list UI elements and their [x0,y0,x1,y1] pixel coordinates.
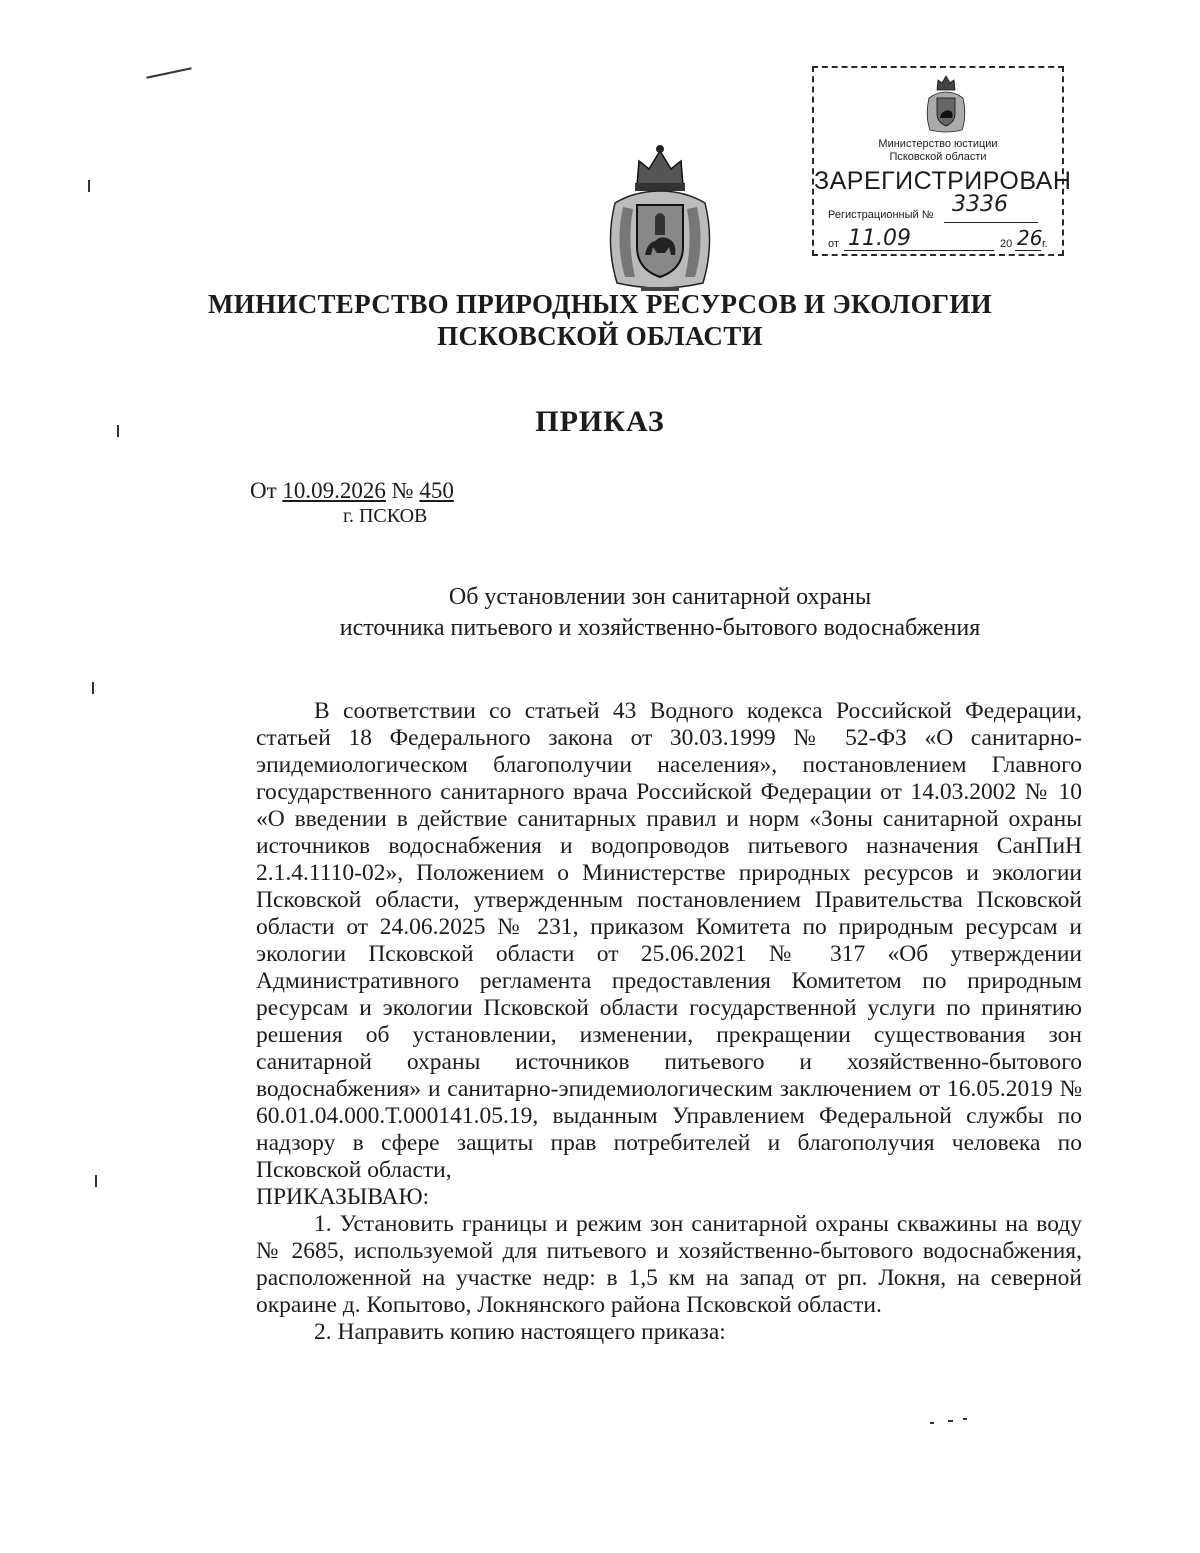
order-date: 10.09.2026 [282,478,386,503]
stamp-emblem-icon [921,74,971,134]
scan-mark [92,682,94,694]
stamp-reg-row [828,209,934,221]
document-type-title: ПРИКАЗ [535,405,665,438]
subject-line-2: источника питьевого и хозяйственно-бытового водоснабжения [339,615,981,641]
order-subject [0,582,1200,644]
city-name: г. ПСКОВ [343,505,428,527]
stamp-reg-underline [944,222,1038,223]
stamp-date-value: 11.09 [848,226,911,251]
registration-stamp [812,66,1072,256]
scan-mark [948,1420,953,1422]
stamp-date-prefix: от [828,238,839,250]
stamp-year-underline [1015,250,1041,251]
stamp-year-suffix: г. [1042,238,1048,250]
order-date-line [250,478,454,504]
scan-mark [146,67,191,79]
scan-mark [88,180,90,192]
stamp-year-value: 26 [1017,226,1043,250]
stamp-registered-label: ЗАРЕГИСТРИРОВАН [814,167,1072,195]
stamp-date-row [828,238,839,250]
scan-mark [95,1175,97,1187]
number-sign: № [391,478,414,503]
ministry-line-1: МИНИСТЕРСТВО ПРИРОДНЫХ РЕСУРСОВ И ЭКОЛОГИИ [208,289,992,319]
order-item-1: 1. Установить границы и режим зон санитарной охраны скважины на воду № 2685, используемой для питьевого и хозяйственно-бытового водоснабжения, расположенной на участке недр: в 1,5 км на запад от рп. Локня, на северной окраине д. Копытово, Локнянского района Псковской области. [256,1211,1082,1318]
ministry-line-2: ПСКОВСКОЙ ОБЛАСТИ [437,321,763,351]
coat-of-arms-emblem [595,143,725,295]
stamp-region-line: Псковской области [889,151,987,163]
ministry-name [0,288,1200,352]
stamp-reg-number: 3336 [952,192,1008,217]
stamp-year-prefix: 20 [1000,238,1013,250]
scan-mark [963,1418,967,1420]
scan-mark [930,1422,934,1424]
order-number: 450 [419,478,454,503]
order-item-2: 2. Направить копию настоящего приказа: [314,1319,726,1345]
order-directive-word: ПРИКАЗЫВАЮ: [256,1184,430,1210]
order-body [256,698,1082,1346]
stamp-ministry-line: Министерство юстиции [878,138,998,150]
date-prefix: От [250,478,277,503]
preamble-paragraph: В соответствии со статьей 43 Водного кодекса Российской Федерации, статьей 18 Федерального закона от 30.03.1999 № 52-ФЗ «О санитарно-эпидемиологическом благополучии населения», постановлением Главного государственного санитарного врача Российской Федерации от 14.03.2002 № 10 «О введении в действие санитарных правил и норм «Зоны санитарной охраны источников водоснабжения и водопроводов питьевого назначения СанПиН 2.1.4.1110-02», Положением о Министерстве природных ресурсов и экологии Псковской области, утвержденным постановлением Правительства Псковской области от 24.06.2025 № 231, приказом Комитета по природным ресурсам и экологии Псковской области от 25.06.2021 № 317 «Об утверждении Административного регламента предоставления Комитетом по природным ресурсам и экологии Псковской области государственной услуги по принятию решения об установлении, изменении, прекращении существования зон санитарной охраны источников питьевого и хозяйственно-бытового водоснабжения» и санитарно-эпидемиологическим заключением от 16.05.2019 № 60.01.04.000.Т.000141.05.19, выданным Управлением Федеральной службы по надзору в сфере защиты прав потребителей и благополучия человека по Псковской области, [256,698,1082,1183]
stamp-reg-label: Регистрационный № [828,209,934,221]
subject-line-1: Об установлении зон санитарной охраны [448,584,872,610]
